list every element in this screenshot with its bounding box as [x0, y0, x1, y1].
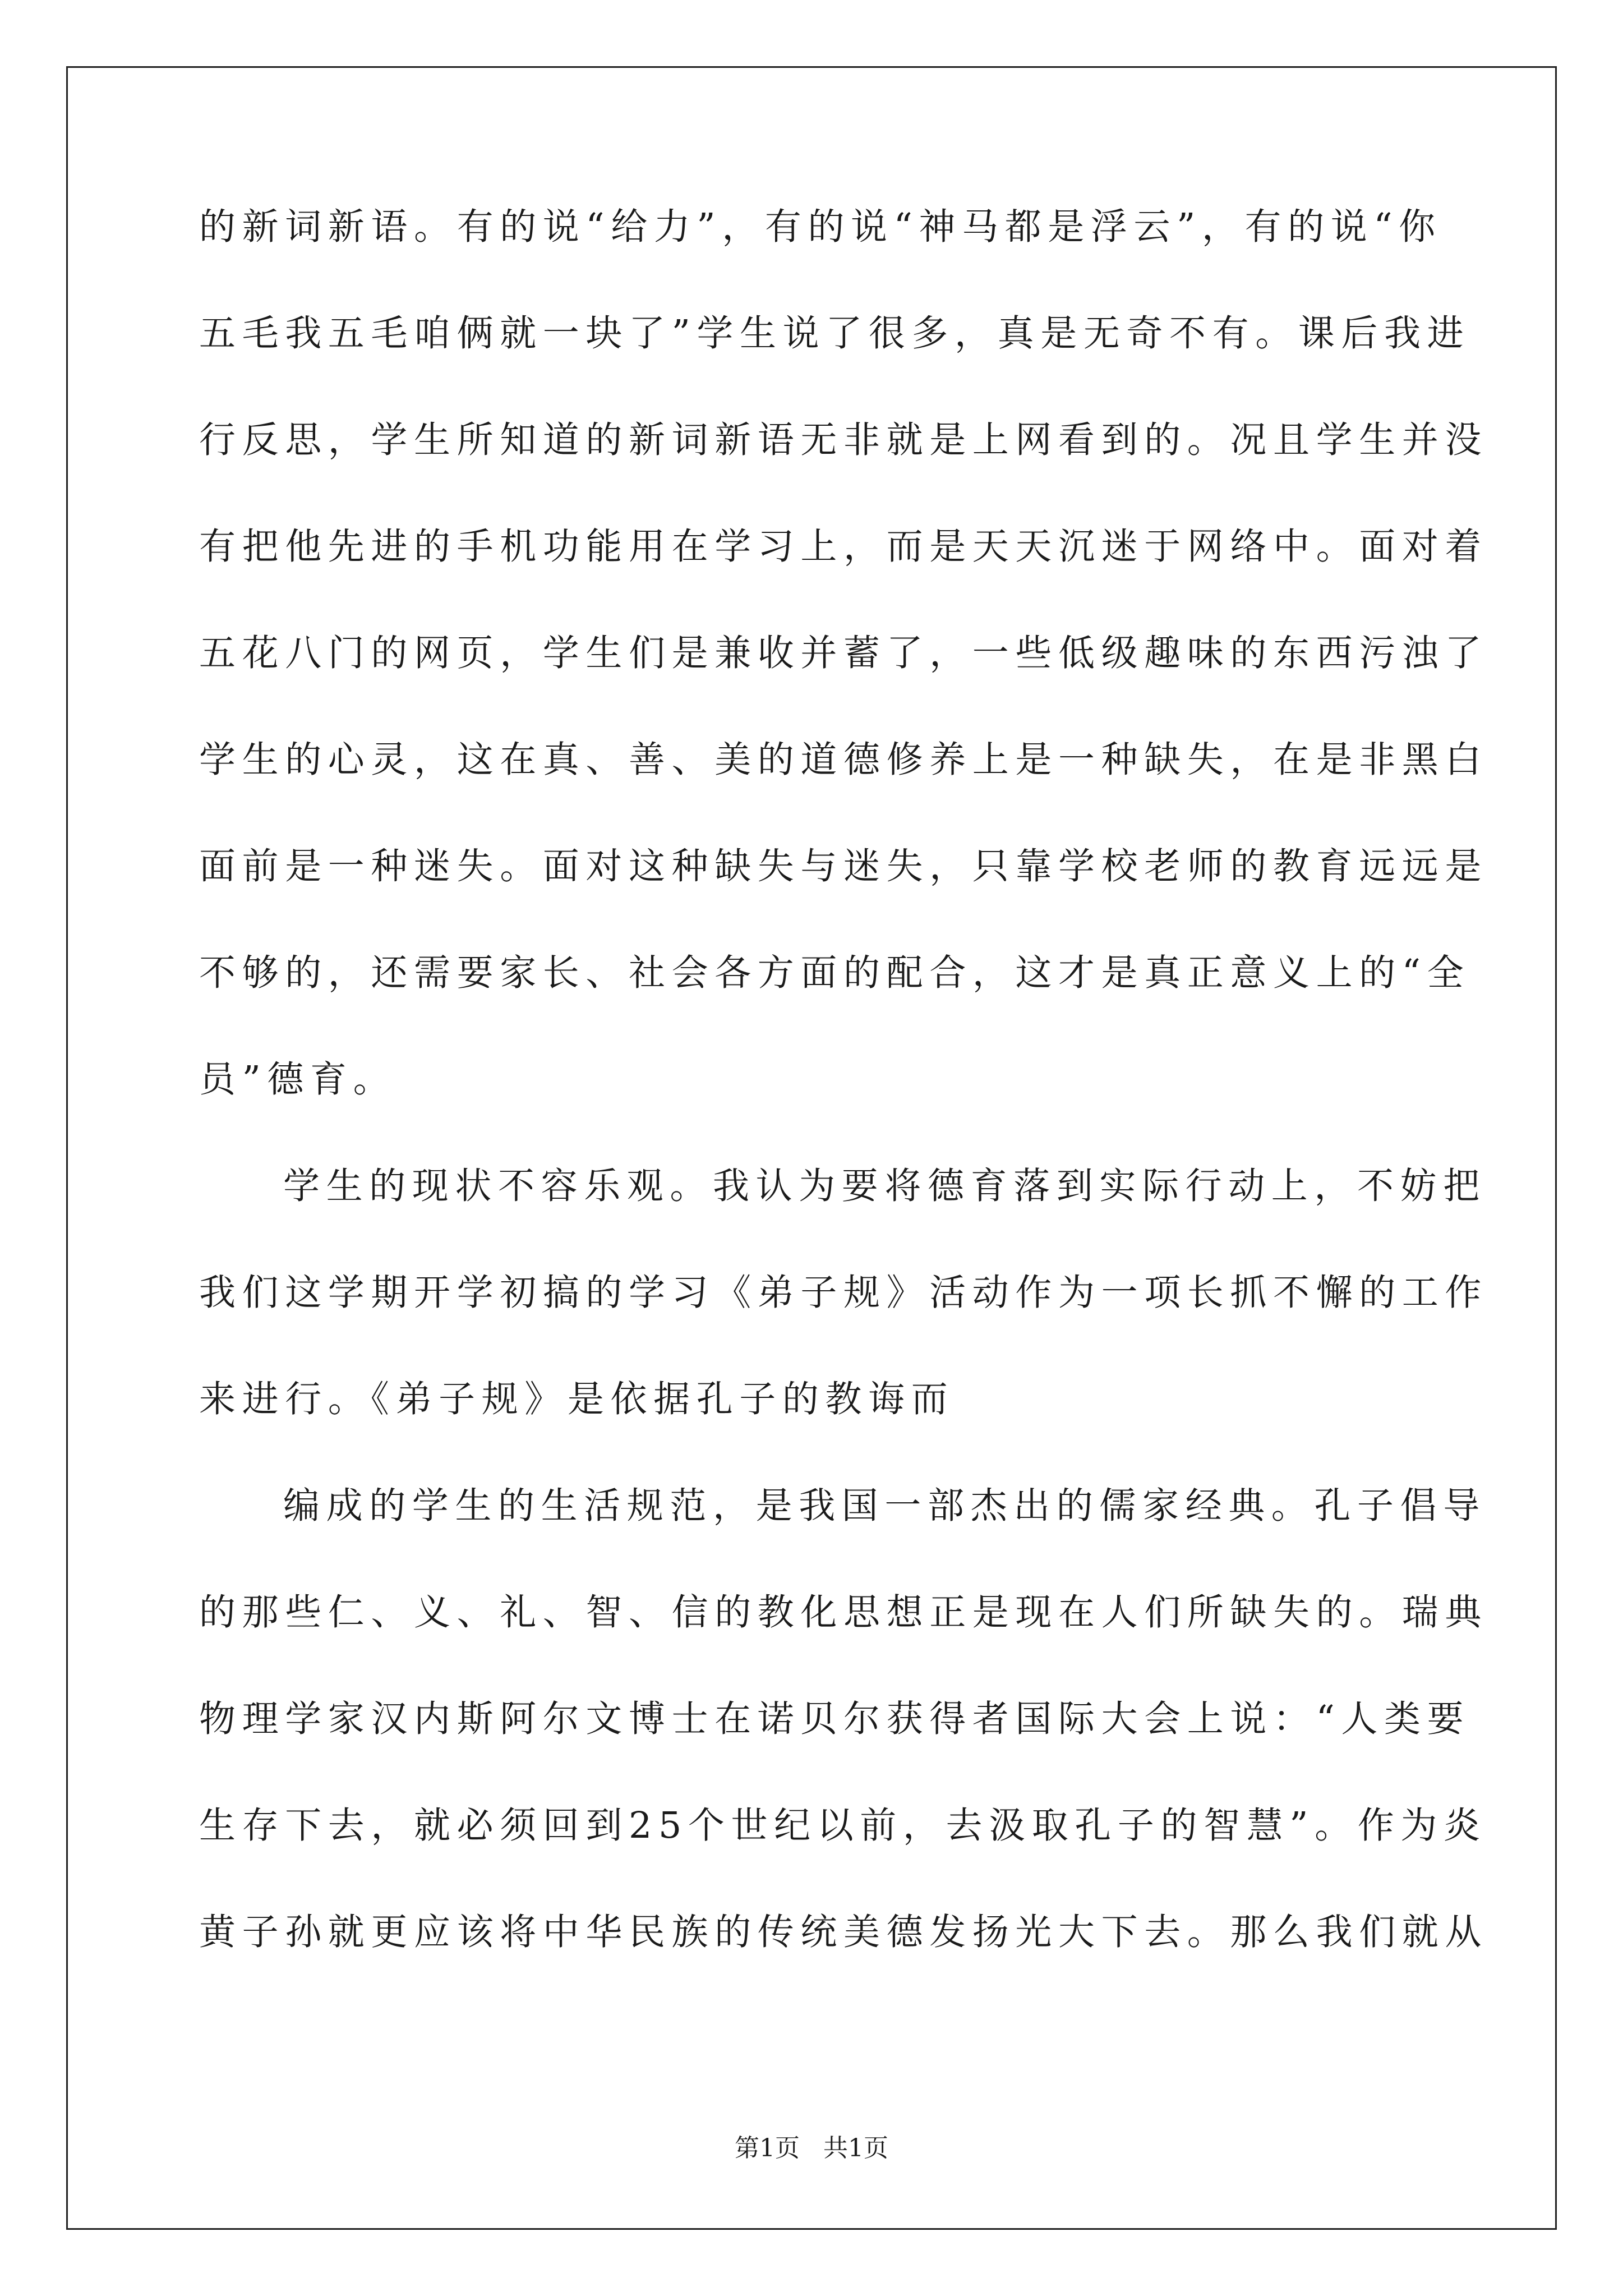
text-line-11: 我们这学期开学初搞的学习《弟子规》活动作为一项长抓不懈的工作 [199, 1272, 1488, 1314]
text-line-12: 来进行。《弟子规》是依据孔子的教诲而 [199, 1378, 955, 1420]
text-line-2: 五毛我五毛咱俩就一块了”学生说了很多，真是无奇不有。课后我进 [199, 312, 1470, 355]
page-number-footer: 第1页 共1页 [735, 2134, 888, 2162]
text-line-16: 生存下去，就必须回到25个世纪以前，去汲取孔子的智慧”。作为炎 [199, 1805, 1487, 1847]
text-line-3: 行反思，学生所知道的新词新语无非就是上网看到的。况且学生并没 [199, 419, 1488, 461]
text-line-5: 五花八门的网页，学生们是兼收并蓄了，一些低级趣味的东西污浊了 [199, 632, 1488, 674]
text-line-17: 黄子孙就更应该将中华民族的传统美德发扬光大下去。那么我们就从 [199, 1911, 1488, 1953]
text-line-6: 学生的心灵，这在真、善、美的道德修养上是一种缺失，在是非黑白 [199, 739, 1488, 781]
text-line-7: 面前是一种迷失。面对这种缺失与迷失，只靠学校老师的教育远远是 [199, 845, 1488, 887]
text-line-1: 的新词新语。有的说“给力”，有的说“神马都是浮云”，有的说“你 [199, 206, 1442, 248]
text-line-4: 有把他先进的手机功能用在学习上，而是天天沉迷于网络中。面对着 [199, 526, 1488, 568]
text-line-8: 不够的，还需要家长、社会各方面的配合，这才是真正意义上的“全 [199, 952, 1470, 994]
paragraph-start-line-13: 编成的学生的生活规范，是我国一部杰出的儒家经典。孔子倡导 [283, 1485, 1486, 1527]
text-line-14: 的那些仁、义、礼、智、信的教化思想正是现在人们所缺失的。瑞典 [199, 1591, 1488, 1634]
text-line-9: 员”德育。 [199, 1059, 396, 1101]
text-line-15: 物理学家汉内斯阿尔文博士在诺贝尔获得者国际大会上说：“人类要 [199, 1698, 1470, 1740]
paragraph-start-line-10: 学生的现状不容乐观。我认为要将德育落到实际行动上，不妨把 [283, 1165, 1486, 1207]
